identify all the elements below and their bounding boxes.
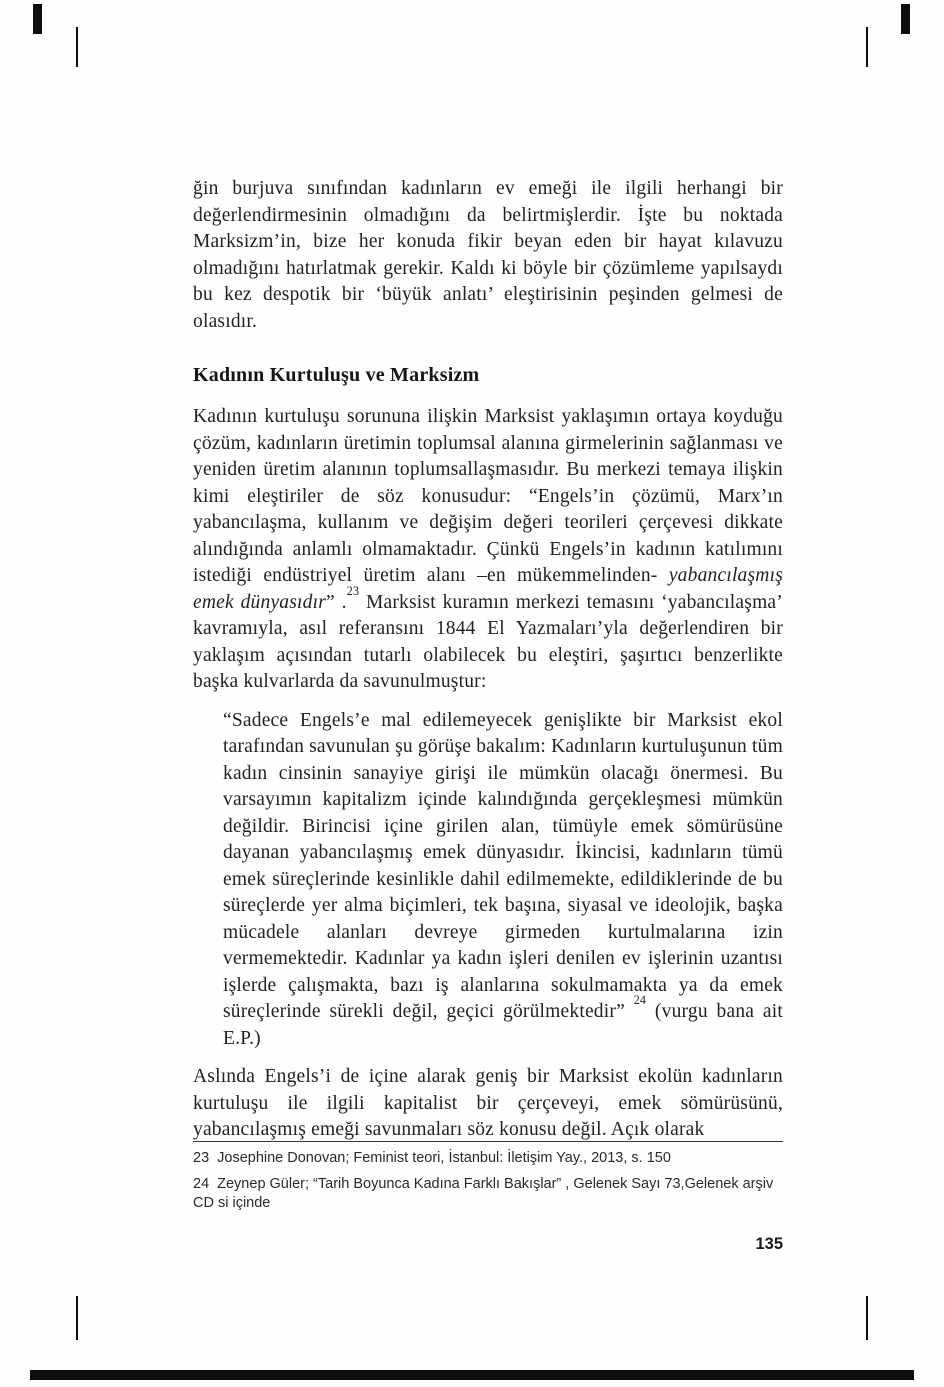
footnote-text: Josephine Donovan; Feminist teori, İstanbul: İletişim Yay., 2013, s. 150 [217, 1150, 671, 1166]
blockquote-text: “Sadece Engels’e mal edilemeyecek genişlikte bir Marksist ekol tarafından savunulan şu görüşe bakalım: Kadınların kurtuluşunun tüm kadın cinsinin sanayiye girişi ile mümkün olacağı önermesi. Bu varsayımın kapitalizm içinde kalındığında gerçekleşmesi mümkün değildir. Birincisi içine girilen alan, tümüyle emek sömürüsüne dayanan yabancılaşmış emek dünyasıdır. İkincisi, kadınların tümü emek süreçlerinde kesinlikle dahil edilmemekte, edildiklerinde de bu süreçlerde yer alma biçimleri, tek başına, siyasal ve ideolojik, başka mücadele alanları devreye girmeden kurtulmalarına izin vermemektedir. Kadınlar ya kadın işleri denilen ev işlerinin uzantısı işlerde çalışmakta, bazı iş alanlarına sokulmamakta ya da emek süreçlerinde sürekli değil, geçici görülmektedir” [223, 709, 783, 1022]
paragraph-text: Marksist kuramın merkezi temasını ‘yabancılaşma’ kavramıyla, asıl referansını 1844 El Yazmaları’yla değerlendiren bir yaklaşım açısından tutarlı olabilecek bu eleştiri, şaşırtıcı benzerlikte başka kulvarlarda da savunulmuştur: [193, 591, 783, 692]
emphasized-phrase: yabancılaşmış emek dünyasıdır [193, 565, 783, 613]
crop-mark-top-right-line [866, 27, 868, 67]
crop-mark-top-right-bar [901, 4, 910, 34]
footnote-number: 24 [193, 1176, 210, 1192]
footnote-divider [193, 1141, 783, 1142]
crop-mark-top-left-line [76, 27, 78, 67]
page-footer [193, 1141, 783, 1254]
footnote-24 [193, 1175, 783, 1213]
footnote-ref-23: 23 [346, 583, 360, 598]
intro-paragraph: ğin burjuva sınıfından kadınların ev emeği ile ilgili herhangi bir değerlendirmesinin olmadığını da belirtmişlerdir. İşte bu noktada Marksizm’in, bize her konuda fikir beyan eden bir hayat kılavuzu olmadığını hatırlatmak gerekir. Kaldı ki böyle bir çözümleme yapılsaydı bu kez despotik bir ‘büyük anlatı’ eleştirisinin peşinden gelmesi de olasıdır. [193, 178, 783, 332]
text-column [193, 176, 783, 1144]
crop-mark-bottom-right-line [866, 1296, 868, 1340]
closing-paragraph: Aslında Engels’i de içine alarak geniş bir Marksist ekolün kadınların kurtuluşu ile ilgili kapitalist bir çerçeveyi, emek sömürüsünü, yabancılaşmış emeği savunmaları söz konusu değil. Açık olarak [193, 1066, 783, 1140]
body-paragraph [193, 404, 783, 696]
footnote-number: 23 [193, 1150, 210, 1166]
crop-mark-bottom-bar [30, 1370, 914, 1380]
paragraph-text: ” . [326, 591, 347, 613]
blockquote [223, 708, 783, 1053]
crop-mark-bottom-left-line [76, 1296, 78, 1340]
blockquote-attribution: (vurgu bana ait E.P.) [223, 1001, 783, 1049]
page-number: 135 [755, 1235, 783, 1253]
crop-mark-top-left-bar [33, 4, 42, 34]
section-heading: Kadının Kurtuluşu ve Marksizm [193, 364, 480, 386]
footnote-text: Zeynep Güler; “Tarih Boyunca Kadına Farklı Bakışlar” , Gelenek Sayı 73,Gelenek arşiv CD si içinde [193, 1176, 774, 1211]
paragraph-text: Kadının kurtuluşu sorununa ilişkin Marksist yaklaşımın ortaya koyduğu çözüm, kadınların üretimin toplumsal alanına girmelerinin sağlanması ve yeniden üretim alanının toplumsallaşmasıdır. Bu merkezi temaya ilişkin kimi eleştiriler de söz konusudur: “Engels’in çözümü, Marx’ın yabancılaşma, kullanım ve değişim değeri teorileri çerçevesi dikkate alındığında anlamlı olmamaktadır. Çünkü Engels’in kadının katılımını istediği endüstriyel üretim alanı –en mükemmelinden- [193, 406, 783, 586]
footnote-23 [193, 1149, 783, 1168]
footnote-ref-24: 24 [633, 993, 647, 1008]
